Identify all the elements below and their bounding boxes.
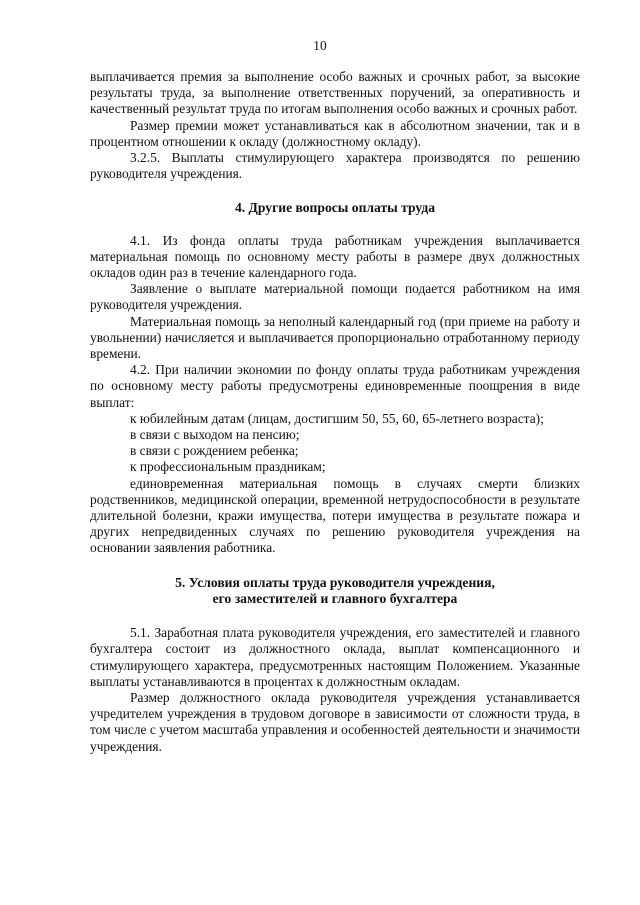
list-item-holidays: к профессиональным праздникам; [130,459,326,475]
paragraph-bonus-size: Размер премии может устанавливаться как в абсолютном значении, так и в процентном отношении к окладу (должностному окладу). [90,117,580,149]
paragraph-4-2: 4.2. При наличии экономии по фонду оплаты труда работникам учреждения по основному месту работы предусмотрены единовременные поощрения в виде выплат: [90,362,580,410]
paragraph-partial-year: Материальная помощь за неполный календарный год (при приеме на работу и увольнении) начисляется и выплачивается пропорционально отработанному периоду времени. [90,313,580,362]
section-4-heading: 4. Другие вопросы оплаты труда [234,200,436,216]
list-item-childbirth: в связи с рождением ребенка; [130,443,299,459]
section-5-heading-line-1: 5. Условия оплаты труда руководителя учреждения, [175,574,495,590]
section-5-heading-line-2: его заместителей и главного бухгалтера [212,590,458,606]
page-number: 10 [313,38,327,53]
paragraph-4-1: 4.1. Из фонда оплаты труда работникам учреждения выплачивается материальная помощь по основному месту работы в размере двух должностных окладов один раз в течение календарного года. [90,232,580,281]
paragraph-director-salary: Размер должностного оклада руководителя учреждения устанавливается учредителем учреждения в трудовом договоре в зависимости от сложности труда, в том числе с учетом масштаба управления и особенностей деятельности и значимости учреждения. [90,689,580,754]
paragraph-application: Заявление о выплате материальной помощи подается работником на имя руководителя учреждения. [90,281,580,313]
paragraph-bonus-conditions: выплачивается премия за выполнение особо важных и срочных работ, за высокие результаты труда, за выполнение ответственных поручений, за оперативность и качественный результат труда по итогам выполнения особо важных и срочных работ. [90,69,580,117]
list-item-anniversary: к юбилейным датам (лицам, достигшим 50, 55, 60, 65-летнего возраста); [130,410,544,426]
paragraph-3-2-5: 3.2.5. Выплаты стимулирующего характера производятся по решению руководителя учреждения. [90,150,580,182]
document-body [90,69,580,755]
list-item-retirement: в связи с выходом на пенсию; [130,427,300,443]
section-5-heading [90,575,580,607]
list-item-material-aid: единовременная материальная помощь в случаях смерти близких родственников, медицинской операции, временной нетрудоспособности в результате длительной болезни, кражи имущества, потери имущества в результате пожара и других непредвиденных случаях по решению руководителя учреждения на основании заявления работника. [90,475,580,556]
paragraph-5-1: 5.1. Заработная плата руководителя учреждения, его заместителей и главного бухгалтера состоит из должностного оклада, выплат компенсационного и стимулирующего характера, предусмотренных настоящим Положением. Указанные выплаты устанавливаются в процентах к должностным окладам. [90,625,580,689]
